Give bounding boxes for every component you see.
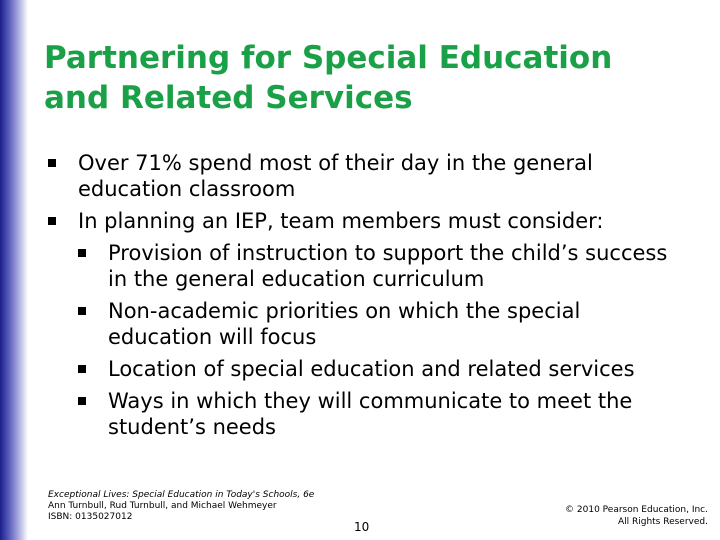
title-line-2: and Related Services [44,80,413,116]
copyright-line-2: All Rights Reserved. [617,517,708,527]
footer-citation [48,490,314,523]
sub-bullet-text: Ways in which they will communicate to meet the student’s needs [108,389,633,439]
sub-bullet-item [78,240,688,292]
bullet-text: In planning an IEP, team members must consider: [78,209,604,233]
square-bullet-icon [48,159,56,167]
bullet-list [48,150,688,446]
sub-bullet-text: Provision of instruction to support the child’s success in the general education curriculum [108,241,668,291]
title-line-1: Partnering for Special Education [44,40,613,76]
book-authors: Ann Turnbull, Rud Turnbull, and Michael Wehmeyer [48,501,277,511]
sub-bullet-list [48,240,688,440]
sub-bullet-item [78,388,688,440]
square-bullet-icon [78,365,86,373]
bullet-text: Over 71% spend most of their day in the general education classroom [78,151,593,201]
decorative-side-bar [0,0,28,540]
sub-bullet-text: Non-academic priorities on which the special education will focus [108,299,581,349]
footer-copyright [565,504,708,528]
sub-bullet-text: Location of special education and related services [108,357,635,381]
book-title: Exceptional Lives: Special Education in Today's Schools, 6e [48,490,315,500]
sub-bullet-item [78,298,688,350]
bullet-item [48,208,688,234]
book-isbn: ISBN: 0135027012 [48,512,133,522]
square-bullet-icon [78,397,86,405]
slide-title [44,38,704,118]
square-bullet-icon [78,307,86,315]
copyright-line-1: © 2010 Pearson Education, Inc. [565,505,708,515]
page-number: 10 [354,520,370,534]
square-bullet-icon [48,217,56,225]
bullet-item [48,150,688,202]
sub-bullet-item [78,356,688,382]
square-bullet-icon [78,249,86,257]
